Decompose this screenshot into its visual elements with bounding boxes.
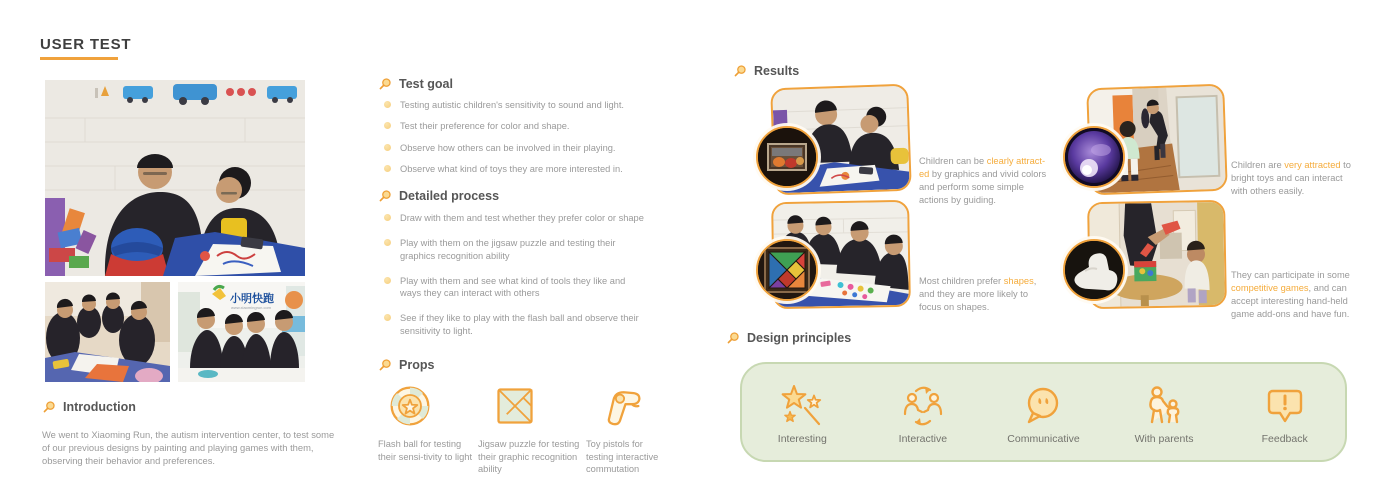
list-item-text: See if they like to play with the flash ball and observe their sensitivity to light. [400,313,639,336]
list-item-text: Observe how others can be involved in their playing. [400,142,616,153]
result-text-post: to bright toys and can interact with others easily. [1231,160,1351,196]
intro-heading-label: Introduction [63,400,136,414]
sign-text: 小明快跑 [230,293,274,305]
design-principles-box [740,362,1347,462]
result-text-highlight: clearly attract-ed [919,156,1046,180]
result-text [919,275,1045,313]
principle-communicative [983,380,1104,445]
prop-flash-ball [378,384,474,463]
bullet-dot-icon [384,101,391,108]
result-text-pre: Children are [1231,160,1285,171]
result-zoom-toy-gun [1063,239,1125,301]
list-item-text: Testing autistic children's sensitivity to sound and light. [400,100,624,110]
result-text-highlight: competitive games [1231,283,1309,294]
list-item [384,163,640,175]
list-item [384,275,646,300]
zoom-tangram-scene [758,241,816,299]
list-item-text: Draw with them and test whether they prefer color or shape [400,213,644,223]
result-text-post: , and they are more likely to focus on shapes. [919,276,1037,312]
result-text [1231,269,1361,320]
design-principles-heading-label: Design principles [747,331,852,345]
result-text-post: by graphics and vivid colors and perform some simple actions by guiding. [919,169,1047,205]
zoom-toys-scene [758,128,816,186]
page-title: USER TEST [40,36,132,53]
bullet-dot-icon [384,165,391,172]
principle-feedback [1224,380,1345,445]
list-item [384,120,640,132]
principle-label: With parents [1134,432,1194,445]
magnifier-icon [378,189,392,203]
flash-ball-icon [388,384,432,428]
principle-label: Interactive [898,432,948,445]
bullet-dot-icon [384,144,391,151]
detailed-process-list [384,212,646,350]
result-zoom-tangram [756,239,818,301]
list-item [384,312,646,337]
zoom-flash-ball-scene [1065,128,1123,186]
list-item [384,237,646,262]
sign-url: www.xiaomingrun.com [231,305,272,310]
photo-group-scene [45,282,170,382]
magnifier-icon [378,77,392,91]
feedback-bubble-icon [1261,384,1309,428]
result-zoom-flash-ball [1063,126,1125,188]
prop-caption: Flash ball for testing their sensi-tivity to light [378,439,473,462]
result-zoom-toys [756,126,818,188]
parent-child-icon [1140,384,1188,428]
bullet-dot-icon [384,314,391,321]
list-item [384,99,640,111]
result-text-pre: Most children prefer [919,276,1004,287]
toy-pistol-icon [598,384,642,428]
magnifier-icon [733,64,747,78]
result-text [919,155,1052,206]
bullet-dot-icon [384,239,391,246]
detailed-process-heading-label: Detailed process [399,189,500,203]
speech-bubble-icon [1019,384,1067,428]
prop-toy-pistol [586,384,672,476]
result-text [1231,159,1357,197]
design-principles-heading [726,331,851,345]
props-heading [378,358,434,372]
test-goal-list [384,99,640,184]
principle-interesting [742,380,863,445]
intro-heading [42,400,136,414]
list-item-text: Observe what kind of toys they are more interested in. [400,163,623,174]
list-item-text: Play with them on the jigsaw puzzle and testing their graphics recognition ability [400,238,616,261]
principle-label: Communicative [1007,432,1080,445]
props-heading-label: Props [399,358,435,372]
result-text-post: , and can accept interesting hand-held game add-ons and have fun. [1231,283,1350,319]
prop-caption: Jigsaw puzzle for testing their graphic recognition ability [478,439,580,475]
bullet-dot-icon [384,277,391,284]
list-item-text: Test their preference for color and shape. [400,121,570,132]
principle-interactive [863,380,984,445]
title-underline [40,57,118,60]
stars-wand-icon [778,384,826,428]
result-text-highlight: shapes [1003,276,1034,287]
intro-body: We went to Xiaoming Run, the autism intervention center, to test some of our previous designs by painting and playing games with them, observing their behavior and preferences. [42,429,335,466]
principle-with-parents [1104,380,1225,445]
result-text-highlight: very attracted [1284,160,1341,171]
photo-team-scene [178,282,305,382]
photo-main-scene [45,80,305,276]
photo-user-test-main [45,80,305,276]
magnifier-icon [378,358,392,372]
list-item-text: Play with them and see what kind of tools they like and ways they can interact with others [400,275,626,299]
results-heading [733,64,799,78]
test-goal-heading [378,77,453,91]
bullet-dot-icon [384,214,391,221]
principle-label: Interesting [777,432,827,445]
jigsaw-puzzle-icon [493,384,537,428]
results-heading-label: Results [754,64,800,78]
result-text-pre: Children can be [919,156,987,167]
list-item [384,142,640,154]
test-goal-heading-label: Test goal [399,77,453,91]
magnifier-icon [42,400,56,414]
prop-jigsaw-puzzle [478,384,582,476]
people-cycle-icon [899,384,947,428]
prop-caption: Toy pistols for testing interactive commutation [586,439,659,475]
detailed-process-heading [378,189,499,203]
zoom-toy-gun-scene [1065,241,1123,299]
photo-team-sign [178,282,305,382]
bullet-dot-icon [384,122,391,129]
photo-group-table [45,282,170,382]
magnifier-icon [726,331,740,345]
list-item [384,212,646,224]
result-text-pre: They can participate in some [1231,270,1350,281]
principle-label: Feedback [1261,432,1308,445]
